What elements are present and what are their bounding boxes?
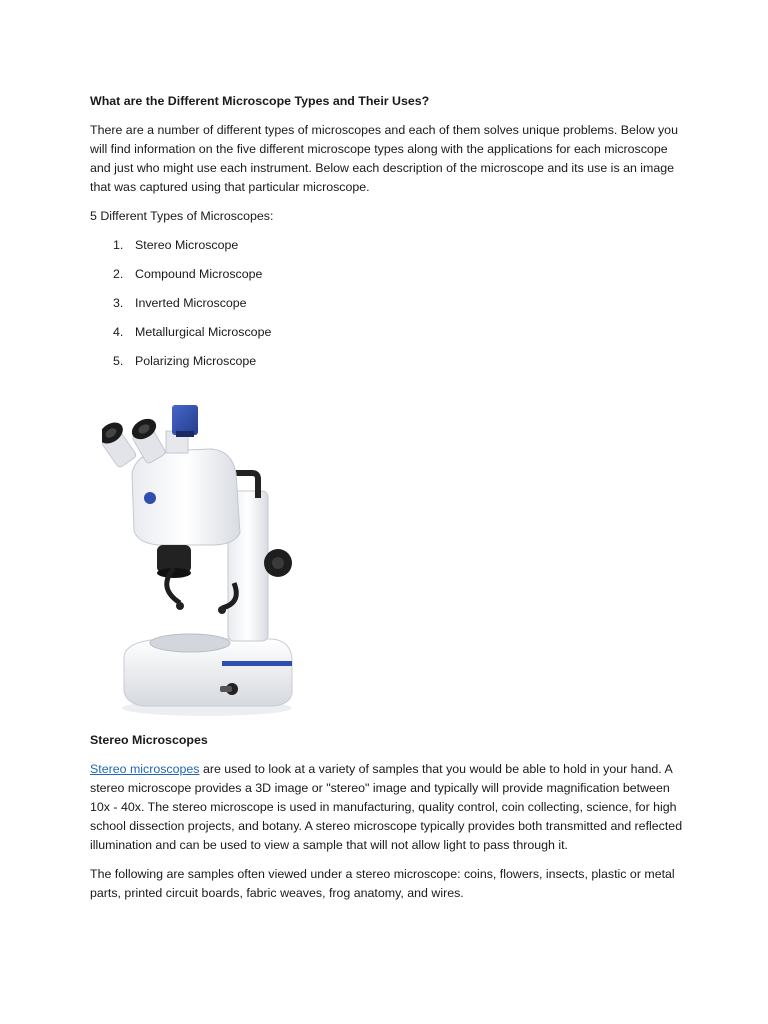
- stereo-microscopes-link[interactable]: Stereo microscopes: [90, 762, 200, 776]
- intro-paragraph: There are a number of different types of microscopes and each of them solves unique problems. Below you will find information on the five different microscope types along with the applications for each microscope and just who might use each instrument. Below each description of the microscope and its use is an image that was captured using that particular microscope.: [90, 123, 678, 194]
- list-item: [90, 265, 690, 294]
- samples-paragraph: The following are samples often viewed under a stereo microscope: coins, flowers, insects, plastic or metal parts, printed circuit boards, fabric weaves, frog anatomy, and wires.: [90, 867, 675, 900]
- list-number: 3.: [113, 296, 124, 310]
- list-lead: 5 Different Types of Microscopes:: [90, 209, 274, 223]
- list-label: Polarizing Microscope: [135, 354, 257, 368]
- stereo-microscope-image: [102, 403, 312, 723]
- camera: [172, 405, 198, 435]
- list-item: [90, 294, 690, 323]
- list-item: [90, 323, 690, 352]
- base-knob-stem: [220, 686, 232, 692]
- list-item: [90, 352, 690, 381]
- list-label: Stereo Microscope: [135, 238, 239, 252]
- list-number: 2.: [113, 267, 124, 281]
- stereo-microscope-icon: [102, 403, 312, 723]
- section-heading-stereo: Stereo Microscopes: [90, 733, 208, 747]
- zeiss-logo: [144, 492, 156, 504]
- eyepiece-left: [102, 418, 137, 468]
- stage-plate: [150, 634, 230, 652]
- list-number: 4.: [113, 325, 124, 339]
- document-page: [90, 92, 690, 913]
- list-number: 1.: [113, 238, 124, 252]
- list-label: Metallurgical Microscope: [135, 325, 272, 339]
- list-label: Compound Microscope: [135, 267, 263, 281]
- stereo-paragraph-text: are used to look at a variety of samples that you would be able to hold in your hand. A stereo microscope provides a 3D image or "stereo" image and typically will provide magnification between 10x - 40x. The stereo microscope is used in manufacturing, quality control, coin collecting, science, for high school dissection projects, and botany. A stereo microscope typically provides both transmitted and reflected illumination and can be used to view a sample that will not allow light to pass through it.: [90, 762, 683, 852]
- stereo-paragraph: [90, 760, 690, 855]
- list-item: [90, 236, 690, 265]
- list-number: 5.: [113, 354, 124, 368]
- page-title: What are the Different Microscope Types and Their Uses?: [90, 94, 430, 108]
- microscope-types-list: [90, 236, 690, 381]
- base-blue-stripe: [222, 661, 292, 666]
- list-label: Inverted Microscope: [135, 296, 247, 310]
